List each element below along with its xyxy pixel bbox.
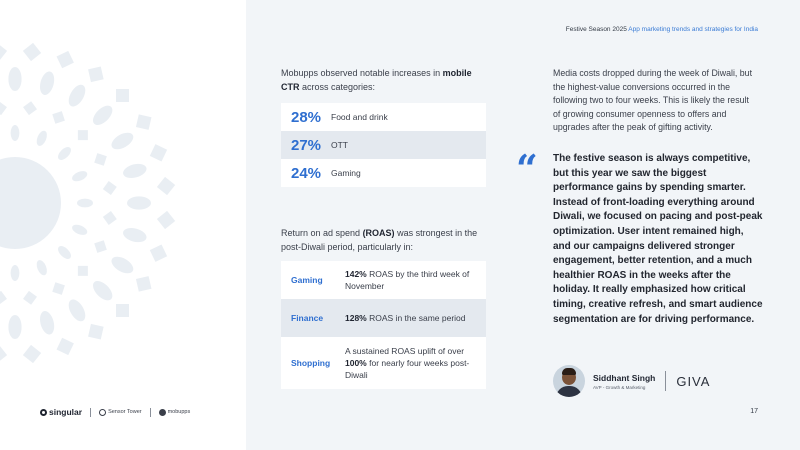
roas-value: 128% bbox=[345, 313, 367, 323]
mandala-shape bbox=[157, 177, 175, 195]
ctr-intro-post: across categories: bbox=[299, 81, 376, 92]
mandala-shape bbox=[116, 304, 129, 317]
mandala-shape bbox=[150, 245, 167, 262]
mandala-shape bbox=[121, 161, 148, 180]
sensor-tower-icon bbox=[99, 409, 106, 416]
mandala-shape bbox=[103, 181, 117, 195]
mandala-shape bbox=[71, 169, 89, 183]
roas-table bbox=[281, 261, 486, 389]
roas-row bbox=[281, 337, 486, 389]
mandala-shape bbox=[57, 51, 74, 68]
mandala-shape bbox=[88, 324, 104, 340]
singular-icon bbox=[40, 409, 47, 416]
mandala-shape bbox=[38, 70, 57, 97]
person-role: AVP - Growth & Marketing bbox=[593, 384, 646, 390]
mandala-shape bbox=[38, 309, 57, 336]
mandala-shape bbox=[157, 211, 175, 229]
company-logo: GIVA bbox=[676, 373, 711, 389]
ctr-row bbox=[281, 159, 486, 187]
mandala-shape bbox=[109, 129, 136, 152]
mandala-shape bbox=[35, 129, 49, 147]
roas-pre: A sustained ROAS uplift of over bbox=[345, 346, 465, 356]
roas-category: Shopping bbox=[291, 358, 331, 368]
ctr-category: OTT bbox=[331, 140, 348, 150]
header-prefix: Festive Season 2025 bbox=[565, 26, 627, 33]
quote-attribution bbox=[553, 365, 710, 397]
roas-category: Gaming bbox=[291, 275, 323, 285]
mobupps-icon bbox=[159, 409, 166, 416]
sensor-tower-logo-text: Sensor Tower bbox=[108, 409, 142, 415]
mandala-shape bbox=[94, 240, 107, 253]
mandala-shape bbox=[94, 153, 107, 166]
roas-intro-pre: Return on ad spend bbox=[281, 228, 363, 238]
mandala-shape bbox=[90, 102, 116, 128]
mandala-shape bbox=[11, 125, 20, 141]
ctr-intro bbox=[281, 67, 491, 94]
mandala-shape bbox=[35, 259, 49, 277]
ctr-list bbox=[281, 103, 486, 187]
roas-description bbox=[345, 268, 486, 292]
mandala-shape bbox=[65, 82, 88, 109]
roas-category: Finance bbox=[291, 313, 324, 323]
mandala-shape bbox=[116, 89, 129, 102]
mandala-shape bbox=[0, 157, 61, 249]
logo-separator bbox=[90, 408, 91, 417]
mandala-shape bbox=[0, 345, 7, 363]
page-number: 17 bbox=[750, 408, 758, 415]
left-panel bbox=[0, 0, 246, 450]
avatar-body bbox=[556, 386, 582, 397]
roas-row bbox=[281, 299, 486, 337]
mandala-shape bbox=[23, 101, 37, 115]
mobupps-logo bbox=[159, 409, 191, 416]
mandala-shape bbox=[65, 297, 88, 324]
quote-mark-icon: “ bbox=[516, 146, 538, 191]
avatar-hair bbox=[562, 368, 576, 375]
testimonial-quote: The festive season is always competitive, but this year we saw the biggest performance gains by spending smarter. Instead of front-loading everything around Diwali, we focused on pacing and post-peak optimization. User intent remained high, and our campaigns delivered stronger engagement, better retention, and a much healthier ROAS in the weeks after the holiday. It really emphasized how critical timing, creative refresh, and smart audience segmentation are for driving performance. bbox=[553, 153, 763, 325]
attribution-divider bbox=[665, 371, 666, 391]
mandala-shape bbox=[78, 266, 88, 276]
ctr-percent: 28% bbox=[291, 108, 322, 126]
roas-text: for nearly four weeks post-Diwali bbox=[345, 358, 470, 380]
mandala-shape bbox=[52, 111, 65, 124]
mandala-shape bbox=[77, 199, 93, 208]
roas-intro-bold: (ROAS) bbox=[362, 228, 395, 238]
header-highlight: App marketing trends and strategies for India bbox=[628, 26, 758, 33]
sensor-tower-logo bbox=[99, 409, 142, 416]
mandala-shape bbox=[57, 338, 74, 355]
page-header bbox=[566, 26, 758, 33]
ctr-row bbox=[281, 131, 486, 159]
mandala-shape bbox=[103, 211, 117, 225]
roas-text: ROAS in the same period bbox=[366, 313, 466, 323]
mandala-shape bbox=[136, 114, 152, 130]
mandala-shape bbox=[23, 345, 41, 363]
ctr-intro-bold: mobile CTR bbox=[281, 68, 472, 92]
mandala-shape bbox=[121, 226, 148, 245]
mandala-shape bbox=[56, 244, 74, 262]
mandala-shape bbox=[52, 282, 65, 295]
mandala-shape bbox=[8, 67, 21, 91]
mandala-shape bbox=[0, 101, 7, 115]
person-info bbox=[593, 373, 655, 390]
roas-description bbox=[345, 345, 486, 381]
mandala-shape bbox=[109, 253, 136, 276]
roas-value: 100% bbox=[345, 358, 367, 368]
mandala-shape bbox=[90, 278, 116, 304]
ctr-category: Food and drink bbox=[331, 112, 388, 122]
mandala-shape bbox=[23, 43, 41, 61]
mandala-decoration bbox=[0, 38, 180, 368]
mobupps-logo-text: mobupps bbox=[167, 409, 191, 415]
ctr-percent: 24% bbox=[291, 164, 322, 182]
roas-intro-post: was strongest in the post-Diwali period, particularly in: bbox=[281, 228, 478, 252]
mandala-shape bbox=[88, 67, 104, 83]
roas-value: 142% bbox=[345, 269, 367, 279]
roas-intro bbox=[281, 227, 491, 254]
person-name: Siddhant Singh bbox=[593, 372, 656, 383]
ctr-category: Gaming bbox=[331, 168, 361, 178]
mandala-shape bbox=[78, 130, 88, 140]
mandala-shape bbox=[127, 196, 151, 209]
mandala-shape bbox=[56, 145, 74, 163]
mandala-shape bbox=[136, 276, 152, 292]
mandala-shape bbox=[150, 144, 167, 161]
roas-row bbox=[281, 261, 486, 299]
avatar bbox=[553, 365, 585, 397]
mandala-shape bbox=[0, 291, 7, 305]
roas-text: ROAS by the third week of November bbox=[345, 269, 470, 291]
roas-description bbox=[345, 312, 486, 324]
ctr-intro-pre: Mobupps observed notable increases in bbox=[281, 68, 443, 78]
ctr-row bbox=[281, 103, 486, 131]
singular-logo-text: singular bbox=[49, 407, 83, 417]
mandala-shape bbox=[0, 43, 7, 61]
mandala-shape bbox=[11, 265, 20, 281]
footer-logos bbox=[40, 407, 190, 417]
media-cost-paragraph: Media costs dropped during the week of Diwali, but the highest-value conversions occurred in the following two to four weeks. This is likely the result of growing consumer openness to offers and upgrades after the peak of gifting activity. bbox=[553, 68, 753, 132]
mandala-shape bbox=[71, 223, 89, 237]
mandala-shape bbox=[8, 315, 21, 339]
mandala-shape bbox=[23, 291, 37, 305]
singular-logo bbox=[40, 407, 82, 417]
ctr-percent: 27% bbox=[291, 136, 322, 154]
logo-separator bbox=[150, 408, 151, 417]
